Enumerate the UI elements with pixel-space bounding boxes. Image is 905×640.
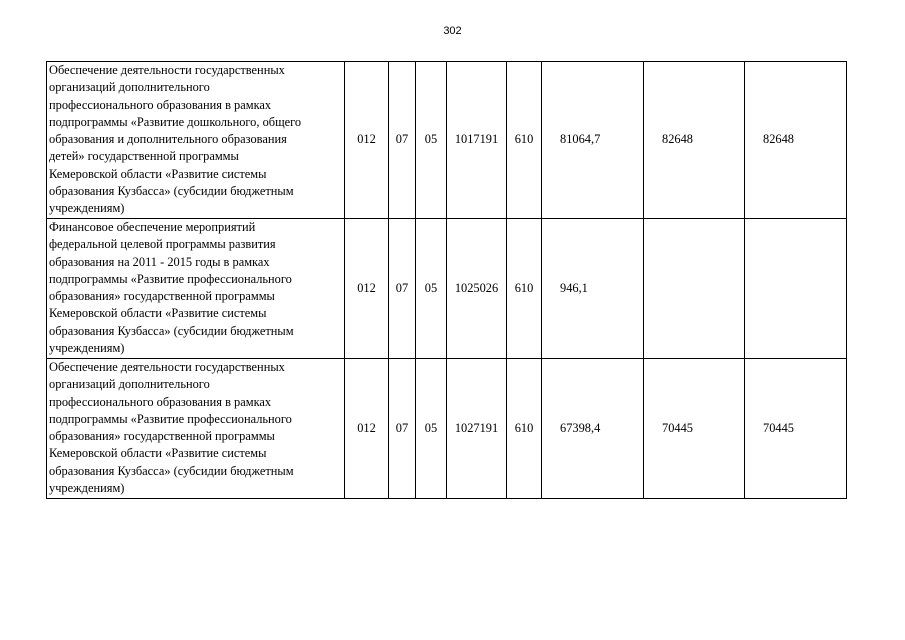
amount-year-2 [644,218,745,358]
subsection-code: 05 [416,218,447,358]
amount-year-2 [644,358,745,498]
table-row [47,358,847,498]
amount-year-1 [542,62,644,219]
section-code: 07 [389,218,416,358]
table-row [47,218,847,358]
expense-type-code: 610 [507,62,542,219]
section-code: 07 [389,358,416,498]
section-code: 07 [389,62,416,219]
amount-value: 82648 [763,132,794,147]
ministry-code: 012 [345,358,389,498]
expense-type-code: 610 [507,218,542,358]
amount-value: 81064,7 [560,132,601,147]
subsection-code: 05 [416,358,447,498]
target-item-code: 1017191 [447,62,507,219]
table-row [47,62,847,219]
target-item-code: 1025026 [447,218,507,358]
row-description: Обеспечение деятельности государственных организаций дополнительного профессионального образования в рамках подпрограммы «Развитие дошкольного, общего образования и дополнительного образования детей» государственной программы Кемеровской области «Развитие системы образования Кузбасса» (субсидии бюджетным учреждениям) [47,62,345,219]
amount-value: 82648 [662,132,693,147]
ministry-code: 012 [345,62,389,219]
amount-value: 946,1 [560,280,588,295]
row-description: Обеспечение деятельности государственных организаций дополнительного профессионального образования в рамках подпрограммы «Развитие профессионального образования» государственной программы Кемеровской области «Развитие системы образования Кузбасса» (субсидии бюджетным учреждениям) [47,358,345,498]
amount-year-3 [745,62,847,219]
ministry-code: 012 [345,218,389,358]
expense-type-code: 610 [507,358,542,498]
amount-year-3 [745,358,847,498]
row-description: Финансовое обеспечение мероприятий федеральной целевой программы развития образования на 2011 - 2015 годы в рамках подпрограммы «Развитие профессионального образования» государственной программы Кемеровской области «Развитие системы образования Кузбасса» (субсидии бюджетным учреждениям) [47,218,345,358]
page-number: 302 [443,25,462,37]
amount-year-2 [644,62,745,219]
amount-year-1 [542,218,644,358]
amount-value: 70445 [662,420,693,435]
amount-year-1 [542,358,644,498]
amount-year-3 [745,218,847,358]
subsection-code: 05 [416,62,447,219]
amount-value: 70445 [763,420,794,435]
amount-value: 67398,4 [560,420,601,435]
target-item-code: 1027191 [447,358,507,498]
budget-table [46,61,847,499]
